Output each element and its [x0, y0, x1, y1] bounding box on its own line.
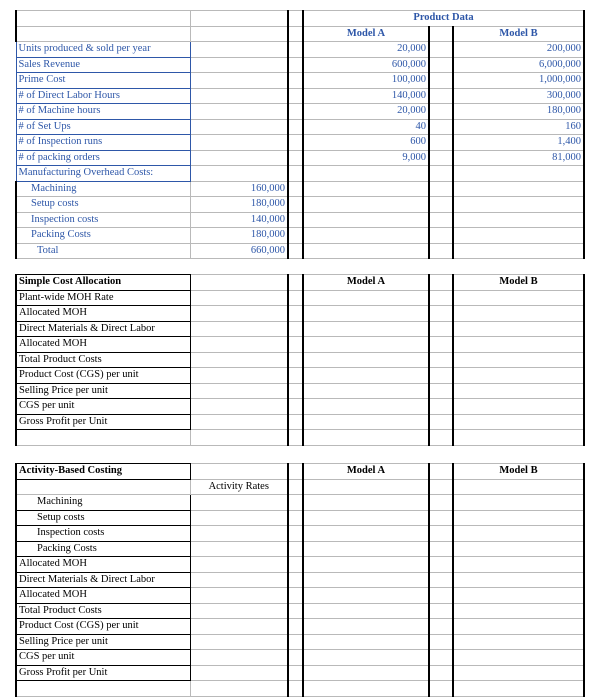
abc-row-label[interactable]: Allocated MOH: [16, 588, 190, 604]
cell[interactable]: [288, 572, 303, 588]
cell[interactable]: [453, 650, 584, 666]
cell[interactable]: [288, 430, 303, 446]
cell[interactable]: [303, 243, 429, 259]
abc-row-label[interactable]: Product Cost (CGS) per unit: [16, 619, 190, 635]
cell[interactable]: [288, 541, 303, 557]
cell[interactable]: [190, 26, 288, 42]
table-row: [16, 150, 584, 166]
cell[interactable]: [453, 634, 584, 650]
cell[interactable]: [190, 414, 288, 430]
simple-row-label[interactable]: CGS per unit: [16, 399, 190, 415]
row-label[interactable]: # of Machine hours: [16, 104, 190, 120]
cell[interactable]: [303, 495, 429, 511]
cell[interactable]: [303, 337, 429, 353]
cell[interactable]: [303, 557, 429, 573]
model-b-value[interactable]: 300,000: [453, 88, 584, 104]
cell[interactable]: [288, 368, 303, 384]
cell[interactable]: [429, 150, 453, 166]
row-label[interactable]: Sales Revenue: [16, 57, 190, 73]
simple-row-label[interactable]: Allocated MOH: [16, 306, 190, 322]
model-a-value[interactable]: 20,000: [303, 104, 429, 120]
cell[interactable]: [429, 57, 453, 73]
model-b-value[interactable]: 180,000: [453, 104, 584, 120]
cell[interactable]: [429, 526, 453, 542]
cell[interactable]: [429, 650, 453, 666]
cell[interactable]: [453, 337, 584, 353]
cell[interactable]: [190, 104, 288, 120]
cell[interactable]: [453, 541, 584, 557]
cell[interactable]: [303, 212, 429, 228]
cell[interactable]: [16, 430, 190, 446]
cell[interactable]: [288, 650, 303, 666]
table-row: [16, 337, 584, 353]
abc-row-label[interactable]: Total Product Costs: [16, 603, 190, 619]
model-b-value[interactable]: 6,000,000: [453, 57, 584, 73]
overhead-item-label[interactable]: Machining: [16, 181, 190, 197]
table-row: [16, 399, 584, 415]
cell[interactable]: [453, 495, 584, 511]
cell[interactable]: [453, 290, 584, 306]
cell[interactable]: [190, 57, 288, 73]
table-row: [16, 135, 584, 151]
table-row: [16, 665, 584, 681]
cell[interactable]: [288, 588, 303, 604]
activity-label[interactable]: Machining: [16, 495, 190, 511]
cell[interactable]: [288, 275, 303, 291]
cell[interactable]: [190, 166, 288, 182]
table-row: [16, 352, 584, 368]
cell[interactable]: [429, 275, 453, 291]
cell[interactable]: [453, 228, 584, 244]
model-a-value[interactable]: 600,000: [303, 57, 429, 73]
cell[interactable]: [190, 541, 288, 557]
cell[interactable]: [190, 290, 288, 306]
simple-row-label[interactable]: Gross Profit per Unit: [16, 414, 190, 430]
table-row: [16, 495, 584, 511]
row-label[interactable]: # of packing orders: [16, 150, 190, 166]
abc-row-label[interactable]: Direct Materials & Direct Labor: [16, 572, 190, 588]
cell[interactable]: [190, 383, 288, 399]
cell[interactable]: [429, 73, 453, 89]
cell[interactable]: [190, 306, 288, 322]
cell[interactable]: [303, 383, 429, 399]
cell[interactable]: [453, 619, 584, 635]
cell[interactable]: [429, 572, 453, 588]
overhead-item-label[interactable]: Inspection costs: [16, 212, 190, 228]
cell[interactable]: [303, 166, 429, 182]
model-a-value[interactable]: 20,000: [303, 42, 429, 58]
cell[interactable]: [303, 352, 429, 368]
cell[interactable]: [429, 464, 453, 480]
cell[interactable]: [303, 430, 429, 446]
overhead-item-value[interactable]: 180,000: [190, 228, 288, 244]
cell[interactable]: [453, 166, 584, 182]
simple-row-label[interactable]: Plant-wide MOH Rate: [16, 290, 190, 306]
cell[interactable]: [453, 510, 584, 526]
cell[interactable]: [190, 321, 288, 337]
cell[interactable]: [288, 337, 303, 353]
cell[interactable]: [303, 399, 429, 415]
table-row: [16, 603, 584, 619]
abc-row-label[interactable]: Gross Profit per Unit: [16, 665, 190, 681]
abc-row-label[interactable]: Allocated MOH: [16, 557, 190, 573]
cell[interactable]: [288, 42, 303, 58]
cell[interactable]: [288, 135, 303, 151]
overhead-label[interactable]: Manufacturing Overhead Costs:: [16, 166, 190, 182]
cell[interactable]: [303, 368, 429, 384]
cell[interactable]: [303, 510, 429, 526]
cell[interactable]: [429, 321, 453, 337]
cell[interactable]: [288, 119, 303, 135]
cell[interactable]: [429, 352, 453, 368]
cell[interactable]: [429, 243, 453, 259]
table-row: [16, 321, 584, 337]
cell[interactable]: [288, 57, 303, 73]
simple-row-label[interactable]: Selling Price per unit: [16, 383, 190, 399]
row-label[interactable]: Prime Cost: [16, 73, 190, 89]
cell[interactable]: [453, 306, 584, 322]
row-label[interactable]: Units produced & sold per year: [16, 42, 190, 58]
cell[interactable]: [288, 88, 303, 104]
cell[interactable]: [190, 619, 288, 635]
cell[interactable]: [429, 104, 453, 120]
cell[interactable]: [288, 665, 303, 681]
cell[interactable]: [429, 26, 453, 42]
cell[interactable]: [453, 665, 584, 681]
cell[interactable]: [429, 557, 453, 573]
cell[interactable]: [190, 588, 288, 604]
table-row: [16, 197, 584, 213]
cell[interactable]: [288, 619, 303, 635]
cell[interactable]: [429, 603, 453, 619]
cell[interactable]: [429, 619, 453, 635]
cell[interactable]: [190, 42, 288, 58]
simple-row-label[interactable]: Direct Materials & Direct Labor: [16, 321, 190, 337]
cell[interactable]: [429, 510, 453, 526]
cell[interactable]: [288, 479, 303, 495]
cell[interactable]: [453, 321, 584, 337]
table-row: [16, 383, 584, 399]
table-row: [16, 243, 584, 259]
total-label[interactable]: Total: [16, 243, 190, 259]
cell[interactable]: [190, 368, 288, 384]
model-b-value[interactable]: 1,400: [453, 135, 584, 151]
cell[interactable]: [303, 414, 429, 430]
activity-label[interactable]: Inspection costs: [16, 526, 190, 542]
cell[interactable]: [288, 197, 303, 213]
cell[interactable]: [453, 430, 584, 446]
row-label[interactable]: # of Set Ups: [16, 119, 190, 135]
cell[interactable]: [429, 414, 453, 430]
model-b-value[interactable]: 160: [453, 119, 584, 135]
cell[interactable]: [303, 197, 429, 213]
cell[interactable]: [288, 464, 303, 480]
cell[interactable]: [429, 119, 453, 135]
cell[interactable]: [303, 228, 429, 244]
simple-row-label[interactable]: Product Cost (CGS) per unit: [16, 368, 190, 384]
cell[interactable]: [429, 306, 453, 322]
cell[interactable]: [190, 495, 288, 511]
cell[interactable]: [429, 495, 453, 511]
cell[interactable]: [303, 572, 429, 588]
cell[interactable]: [190, 572, 288, 588]
cell[interactable]: [190, 681, 288, 697]
table-row: [16, 181, 584, 197]
cell[interactable]: [190, 526, 288, 542]
cell[interactable]: [190, 352, 288, 368]
table-row: [16, 212, 584, 228]
cell[interactable]: [453, 383, 584, 399]
cell[interactable]: [453, 368, 584, 384]
model-a-value[interactable]: 600: [303, 135, 429, 151]
model-a-value[interactable]: 9,000: [303, 150, 429, 166]
simple-row-label[interactable]: Allocated MOH: [16, 337, 190, 353]
overhead-item-value[interactable]: 140,000: [190, 212, 288, 228]
cell[interactable]: [288, 557, 303, 573]
simple-model-a-header[interactable]: Model A: [303, 275, 429, 291]
cell[interactable]: [429, 337, 453, 353]
table-row: [16, 572, 584, 588]
cell[interactable]: [190, 557, 288, 573]
cell[interactable]: [303, 321, 429, 337]
cell[interactable]: [453, 399, 584, 415]
cell[interactable]: [190, 430, 288, 446]
table-row: [16, 42, 584, 58]
cell[interactable]: [288, 321, 303, 337]
cell[interactable]: [429, 399, 453, 415]
cell[interactable]: [288, 26, 303, 42]
model-b-value[interactable]: 1,000,000: [453, 73, 584, 89]
table-row: [16, 634, 584, 650]
cell[interactable]: [453, 352, 584, 368]
cell[interactable]: [429, 430, 453, 446]
abc-row-label[interactable]: Selling Price per unit: [16, 634, 190, 650]
activity-label[interactable]: Packing Costs: [16, 541, 190, 557]
cell[interactable]: [429, 166, 453, 182]
cell[interactable]: [453, 181, 584, 197]
overhead-item-label[interactable]: Packing Costs: [16, 228, 190, 244]
cell[interactable]: [190, 11, 288, 27]
cell[interactable]: [429, 588, 453, 604]
model-a-value[interactable]: 40: [303, 119, 429, 135]
cell[interactable]: [429, 135, 453, 151]
cell[interactable]: [429, 290, 453, 306]
cell[interactable]: [303, 650, 429, 666]
table-row: [16, 119, 584, 135]
model-b-header[interactable]: Model B: [453, 26, 584, 42]
cell[interactable]: [288, 414, 303, 430]
row-label[interactable]: # of Direct Labor Hours: [16, 88, 190, 104]
cell[interactable]: [303, 306, 429, 322]
table-row: [16, 104, 584, 120]
activity-rates-header[interactable]: Activity Rates: [190, 479, 288, 495]
cell[interactable]: [190, 337, 288, 353]
cell[interactable]: [429, 197, 453, 213]
activity-label[interactable]: Setup costs: [16, 510, 190, 526]
cell[interactable]: [429, 665, 453, 681]
table-row: [16, 228, 584, 244]
cell[interactable]: [303, 541, 429, 557]
simple-row-label[interactable]: Total Product Costs: [16, 352, 190, 368]
overhead-item-label[interactable]: Setup costs: [16, 197, 190, 213]
table-row: [16, 306, 584, 322]
cell[interactable]: [190, 634, 288, 650]
cell[interactable]: [190, 73, 288, 89]
cell[interactable]: [429, 681, 453, 697]
overhead-item-value[interactable]: 160,000: [190, 181, 288, 197]
cell[interactable]: [288, 603, 303, 619]
cell[interactable]: [429, 541, 453, 557]
table-row: [16, 557, 584, 573]
cell[interactable]: [190, 665, 288, 681]
product-data-header[interactable]: Product Data: [303, 11, 584, 27]
cell[interactable]: [429, 212, 453, 228]
cell[interactable]: [453, 479, 584, 495]
cell[interactable]: [303, 479, 429, 495]
cell[interactable]: [303, 603, 429, 619]
abc-title[interactable]: Activity-Based Costing: [16, 464, 190, 480]
cell[interactable]: [453, 557, 584, 573]
cell[interactable]: [429, 181, 453, 197]
table-row: [16, 510, 584, 526]
cell[interactable]: [190, 119, 288, 135]
model-b-value[interactable]: 200,000: [453, 42, 584, 58]
cell[interactable]: [453, 526, 584, 542]
model-a-header[interactable]: Model A: [303, 26, 429, 42]
cell[interactable]: [453, 681, 584, 697]
cell[interactable]: [16, 26, 190, 42]
cell[interactable]: [190, 135, 288, 151]
cell[interactable]: [288, 306, 303, 322]
cell[interactable]: [453, 572, 584, 588]
overhead-item-value[interactable]: 180,000: [190, 197, 288, 213]
cell[interactable]: [303, 588, 429, 604]
simple-title[interactable]: Simple Cost Allocation: [16, 275, 190, 291]
cell[interactable]: [303, 290, 429, 306]
abc-table: [15, 463, 585, 697]
cell[interactable]: [190, 510, 288, 526]
model-b-value[interactable]: 81,000: [453, 150, 584, 166]
cell[interactable]: [453, 588, 584, 604]
cell[interactable]: [429, 479, 453, 495]
cell[interactable]: [190, 399, 288, 415]
cell[interactable]: [288, 526, 303, 542]
table-row: [16, 166, 584, 182]
table-row: [16, 290, 584, 306]
cell[interactable]: [453, 197, 584, 213]
cell[interactable]: [288, 212, 303, 228]
table-row: [16, 88, 584, 104]
cell[interactable]: [190, 650, 288, 666]
cell[interactable]: [190, 275, 288, 291]
cell[interactable]: [429, 368, 453, 384]
cell[interactable]: [288, 243, 303, 259]
cell[interactable]: [288, 352, 303, 368]
table-row: [16, 650, 584, 666]
cell[interactable]: [288, 399, 303, 415]
table-row: [16, 73, 584, 89]
cell[interactable]: [303, 681, 429, 697]
product-data-table: [15, 10, 585, 259]
row-label[interactable]: # of Inspection runs: [16, 135, 190, 151]
cell[interactable]: [429, 88, 453, 104]
table-row: [16, 588, 584, 604]
abc-row-label[interactable]: CGS per unit: [16, 650, 190, 666]
model-a-value[interactable]: 100,000: [303, 73, 429, 89]
model-a-value[interactable]: 140,000: [303, 88, 429, 104]
cell[interactable]: [16, 11, 190, 27]
cell[interactable]: [288, 495, 303, 511]
cell[interactable]: [288, 73, 303, 89]
simple-model-b-header[interactable]: Model B: [453, 275, 584, 291]
cell[interactable]: [16, 681, 190, 697]
total-value[interactable]: 660,000: [190, 243, 288, 259]
cell[interactable]: [429, 634, 453, 650]
table-row: [16, 619, 584, 635]
cell[interactable]: [288, 681, 303, 697]
table-row: [16, 57, 584, 73]
cell[interactable]: [288, 150, 303, 166]
cell[interactable]: [288, 181, 303, 197]
cell[interactable]: [303, 181, 429, 197]
cell[interactable]: [429, 42, 453, 58]
cell[interactable]: [303, 665, 429, 681]
table-row: [16, 368, 584, 384]
cell[interactable]: [288, 383, 303, 399]
cell[interactable]: [429, 383, 453, 399]
cell[interactable]: [288, 510, 303, 526]
cell[interactable]: [453, 603, 584, 619]
cell[interactable]: [453, 243, 584, 259]
cell[interactable]: [303, 634, 429, 650]
cell[interactable]: [453, 414, 584, 430]
cell[interactable]: [288, 228, 303, 244]
cell[interactable]: [190, 464, 288, 480]
cell[interactable]: [303, 619, 429, 635]
cell[interactable]: [288, 290, 303, 306]
cell[interactable]: [190, 88, 288, 104]
cell[interactable]: [288, 104, 303, 120]
cell[interactable]: [288, 11, 303, 27]
cell[interactable]: [288, 166, 303, 182]
cell[interactable]: [303, 526, 429, 542]
table-row: [16, 541, 584, 557]
table-row: [16, 526, 584, 542]
cell[interactable]: [429, 228, 453, 244]
cell[interactable]: [453, 212, 584, 228]
cell[interactable]: [190, 603, 288, 619]
simple-cost-table: [15, 274, 585, 446]
table-row: [16, 414, 584, 430]
cell[interactable]: [16, 479, 190, 495]
abc-model-a-header[interactable]: Model A: [303, 464, 429, 480]
cell[interactable]: [288, 634, 303, 650]
abc-model-b-header[interactable]: Model B: [453, 464, 584, 480]
cell[interactable]: [190, 150, 288, 166]
